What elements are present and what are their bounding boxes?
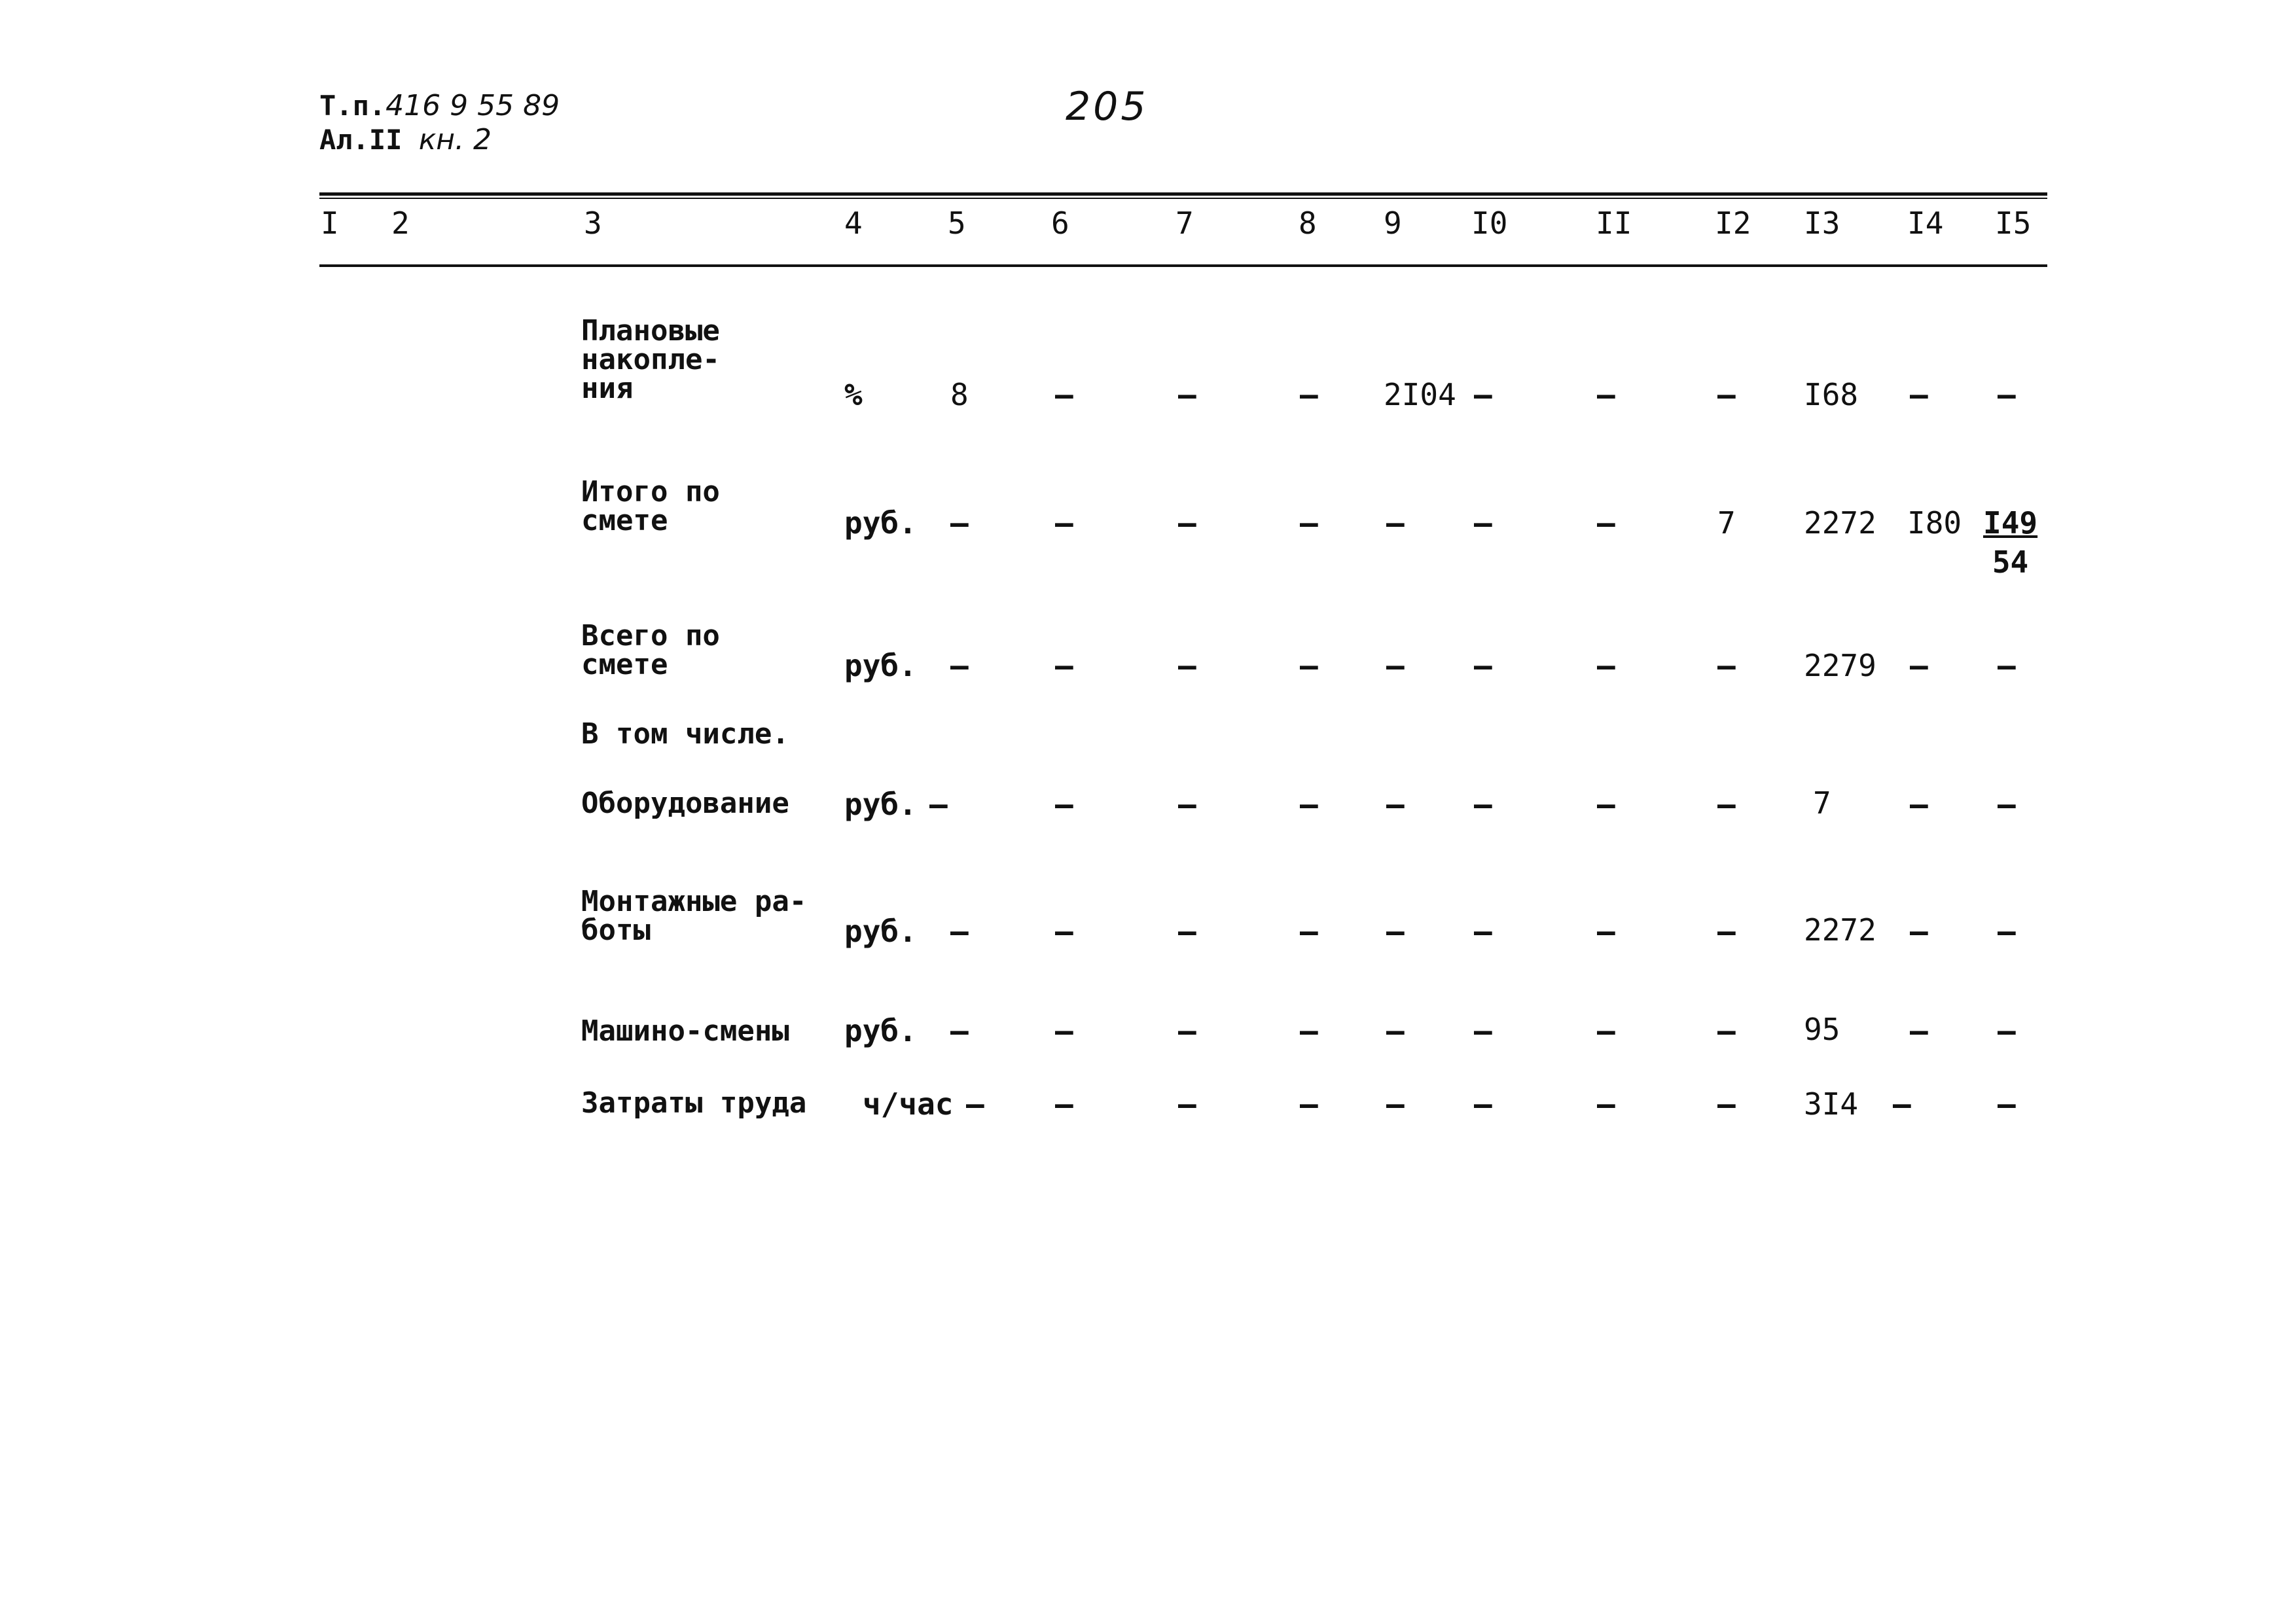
album-prefix: Ал.II [319, 124, 403, 156]
cell-col11: – [1597, 914, 1615, 949]
row-unit: руб. [844, 1013, 917, 1048]
cell-col10: – [1474, 787, 1492, 822]
document-code [319, 89, 560, 122]
cell-col9: – [1386, 648, 1405, 683]
column-number-8: 8 [1299, 205, 1317, 241]
top-double-rule [319, 192, 2047, 196]
cell-col14: – [1910, 648, 1928, 683]
column-number-12: I2 [1715, 205, 1751, 241]
row-label: Затраты труда [581, 1086, 807, 1120]
cell-col15: – [1998, 914, 2016, 949]
cell-col6: – [1055, 914, 1073, 949]
cell-col8: – [1300, 914, 1318, 949]
cell-col14: – [1910, 914, 1928, 949]
document-code-prefix: Т.п. [319, 90, 386, 122]
cell-col15: – [1998, 787, 2016, 822]
cell-col10: – [1474, 1013, 1492, 1048]
album-handwritten: кн. 2 [418, 123, 492, 156]
cell-col12: – [1717, 1086, 1736, 1122]
cell-col6: – [1055, 787, 1073, 822]
row-unit: руб. [844, 505, 917, 541]
document-code-handwritten: 416 9 55 89 [386, 89, 560, 122]
row-label: В том числе. [581, 717, 789, 751]
cell-col5: – [950, 648, 969, 683]
cell-col12: – [1717, 648, 1736, 683]
cell-col14: – [1893, 1086, 1911, 1122]
cell-col5: – [950, 505, 969, 541]
cell-col14: – [1910, 1013, 1928, 1048]
cell-col13: I68 [1804, 377, 1859, 412]
row-unit: руб. [844, 648, 917, 683]
cell-col9: – [1386, 505, 1405, 541]
cell-col7: – [1178, 377, 1196, 412]
cell-col10: – [1474, 1086, 1492, 1122]
cell-col14: I80 [1907, 505, 1962, 541]
column-number-1: I [321, 205, 339, 241]
cell-col5: – [929, 787, 948, 822]
cell-col8: – [1300, 787, 1318, 822]
cell-col6: – [1055, 648, 1073, 683]
cell-col13: 3I4 [1804, 1086, 1859, 1122]
cell-col6: – [1055, 1086, 1073, 1122]
column-number-2: 2 [391, 205, 410, 241]
cell-col6: – [1055, 377, 1073, 412]
cell-col9: – [1386, 787, 1405, 822]
cell-col9: 2I04 [1384, 377, 1456, 412]
column-number-4: 4 [844, 205, 863, 241]
cell-col10: – [1474, 648, 1492, 683]
cell-col13: 2279 [1804, 648, 1876, 683]
column-number-3: 3 [584, 205, 602, 241]
cell-col13: 2272 [1804, 912, 1876, 948]
cell-col11: – [1597, 377, 1615, 412]
cell-col14: – [1910, 377, 1928, 412]
cell-col8: – [1300, 1086, 1318, 1122]
column-number-7: 7 [1175, 205, 1194, 241]
cell-col6: – [1055, 1013, 1073, 1048]
cell-col11: – [1597, 505, 1615, 541]
row-label: Монтажные ра- боты [581, 885, 807, 947]
cell-col13: 7 [1813, 785, 1831, 821]
top-double-rule-inner [319, 198, 2047, 199]
cell-col5: – [950, 1013, 969, 1048]
cell-col10: – [1474, 505, 1492, 541]
cell-col7: – [1178, 648, 1196, 683]
cell-col9: – [1386, 1086, 1405, 1122]
row-label: Плановые накопле- ния [581, 314, 720, 405]
header-bottom-rule [319, 264, 2047, 267]
cell-col7: – [1178, 914, 1196, 949]
cell-col12: – [1717, 787, 1736, 822]
cell-col12: – [1717, 914, 1736, 949]
column-number-14: I4 [1907, 205, 1944, 241]
cell-col15: – [1998, 648, 2016, 683]
fraction-numerator: I49 [1983, 505, 2038, 541]
page-number: 205 [1066, 84, 1149, 130]
cell-col13: 2272 [1804, 505, 1876, 541]
cell-col7: – [1178, 1086, 1196, 1122]
cell-col11: – [1597, 648, 1615, 683]
album-reference [319, 123, 492, 156]
column-number-6: 6 [1051, 205, 1069, 241]
cell-col12: 7 [1717, 505, 1736, 541]
column-number-13: I3 [1804, 205, 1840, 241]
cell-col10: – [1474, 377, 1492, 412]
cell-col7: – [1178, 505, 1196, 541]
cell-col15: – [1998, 377, 2016, 412]
column-number-10: I0 [1471, 205, 1508, 241]
row-label: Итого по смете [581, 475, 720, 537]
cell-col8: – [1300, 505, 1318, 541]
cell-col15: – [1998, 1013, 2016, 1048]
cell-col11: – [1597, 1013, 1615, 1048]
row-label: Оборудование [581, 787, 789, 820]
cell-col7: – [1178, 1013, 1196, 1048]
cell-col8: – [1300, 377, 1318, 412]
cell-col14: – [1910, 787, 1928, 822]
row-unit: % [844, 377, 863, 412]
cell-col6: – [1055, 505, 1073, 541]
row-unit: ч/час [863, 1086, 954, 1122]
row-unit: руб. [844, 787, 917, 822]
cell-col10: – [1474, 914, 1492, 949]
cell-col12: – [1717, 1013, 1736, 1048]
row-label: Машино-смены [581, 1014, 789, 1048]
cell-col15-fraction [1983, 505, 2038, 580]
cell-col9: – [1386, 1013, 1405, 1048]
cell-col5: – [950, 914, 969, 949]
cell-col11: – [1597, 787, 1615, 822]
cell-col9: – [1386, 914, 1405, 949]
cell-col5: 8 [950, 377, 969, 412]
cell-col5: – [966, 1086, 984, 1122]
cell-col7: – [1178, 787, 1196, 822]
cell-col8: – [1300, 1013, 1318, 1048]
fraction-denominator: 54 [1992, 544, 2029, 580]
cell-col15: – [1998, 1086, 2016, 1122]
row-unit: руб. [844, 914, 917, 949]
cell-col11: – [1597, 1086, 1615, 1122]
cell-col13: 95 [1804, 1012, 1840, 1047]
column-number-11: II [1596, 205, 1632, 241]
cell-col8: – [1300, 648, 1318, 683]
column-number-9: 9 [1384, 205, 1402, 241]
column-number-5: 5 [948, 205, 966, 241]
cell-col12: – [1717, 377, 1736, 412]
column-number-15: I5 [1995, 205, 2032, 241]
row-label: Всего по смете [581, 619, 720, 681]
